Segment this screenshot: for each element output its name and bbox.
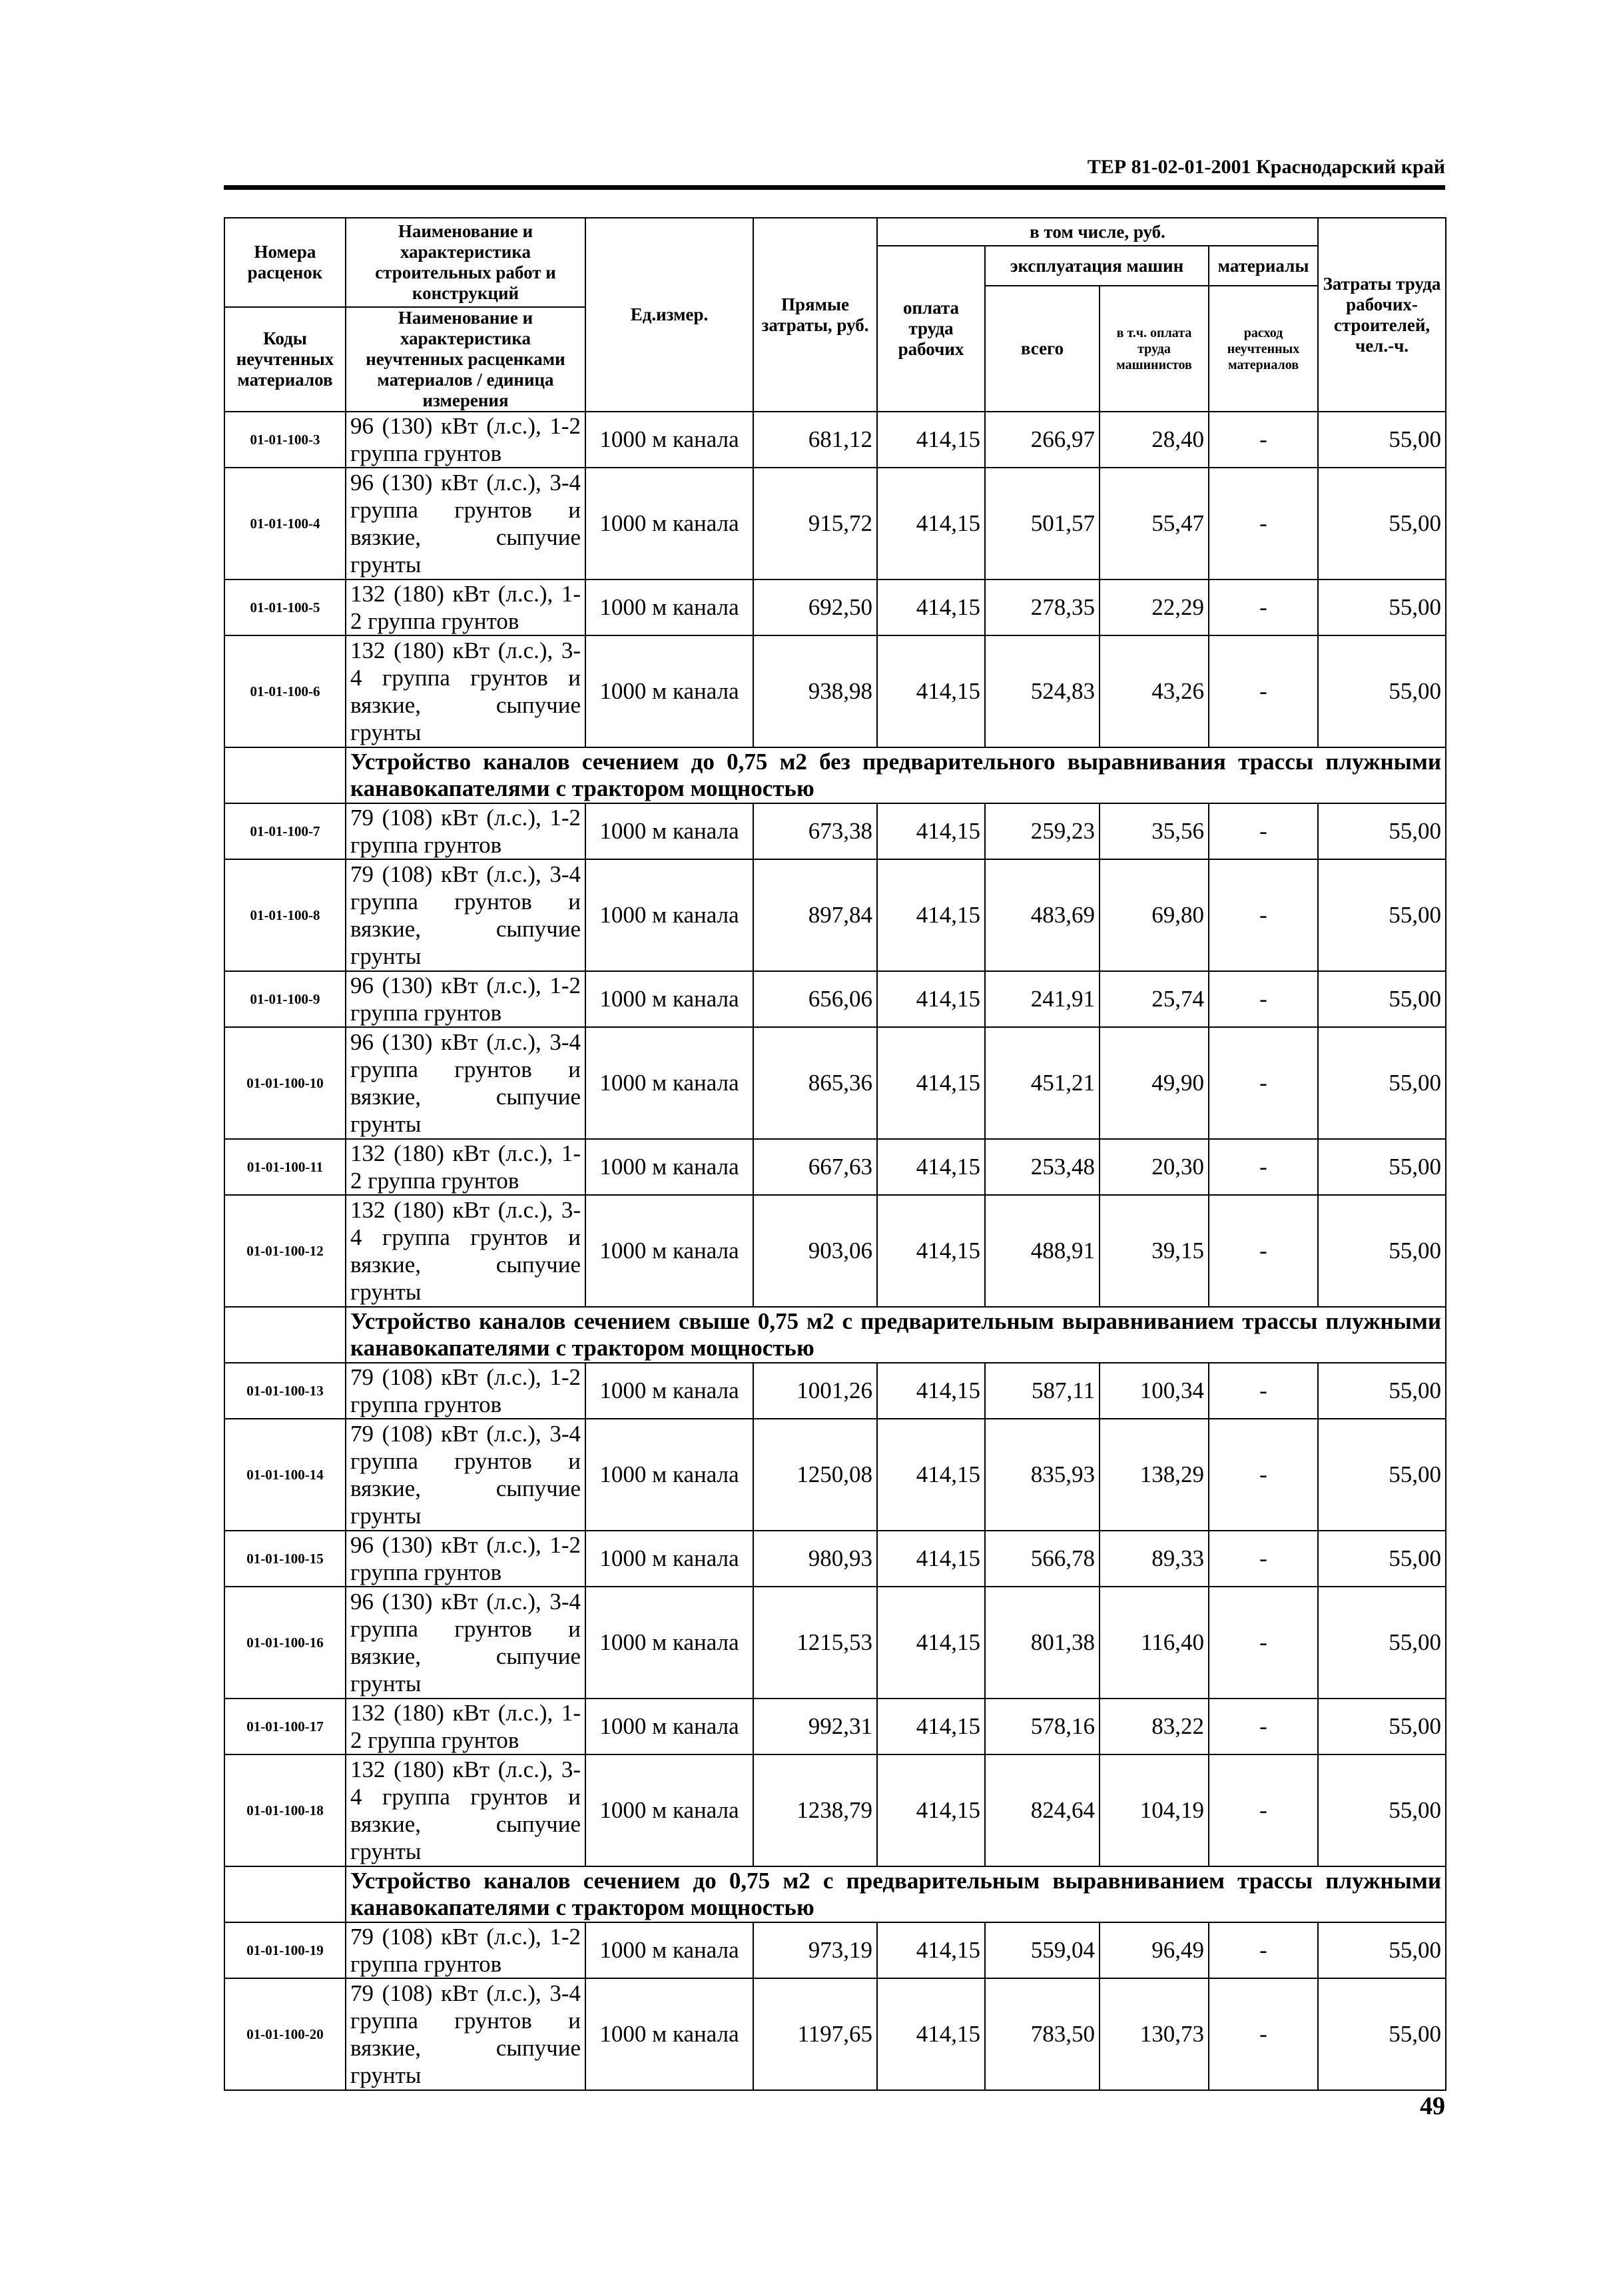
table-row [224, 1027, 1446, 1139]
rate-code: 01-01-100-16 [224, 1587, 346, 1699]
materials-cell: - [1209, 1195, 1318, 1307]
machines-total-cell: 835,93 [985, 1419, 1100, 1531]
section-title: Устройство каналов сечением свыше 0,75 м2 с предварительным выравниванием трассы плужными канавокапателями с трактором мощностью [346, 1307, 1446, 1363]
unit-cell: 1000 м канала [585, 1027, 753, 1139]
section-title: Устройство каналов сечением до 0,75 м2 без предварительного выравнивания трассы плужными канавокапателями с трактором мощностью [346, 747, 1446, 803]
machines-wage-cell: 138,29 [1100, 1419, 1209, 1531]
direct-costs-cell: 865,36 [753, 1027, 877, 1139]
machines-total-cell: 253,48 [985, 1139, 1100, 1195]
rate-code: 01-01-100-15 [224, 1531, 346, 1587]
header-materials-usage: расход неучтенных материалов [1209, 286, 1318, 412]
work-name: 96 (130) кВт (л.с.), 3-4 группа грунтов и вязкие, сыпучие грунты [346, 1027, 585, 1139]
direct-costs-cell: 1215,53 [753, 1587, 877, 1699]
machines-wage-cell: 89,33 [1100, 1531, 1209, 1587]
header-machines: эксплуатация машин [985, 246, 1209, 286]
table-row [224, 971, 1446, 1027]
machines-total-cell: 559,04 [985, 1922, 1100, 1978]
materials-cell: - [1209, 859, 1318, 971]
machines-wage-cell: 69,80 [1100, 859, 1209, 971]
machines-wage-cell: 116,40 [1100, 1587, 1209, 1699]
machines-total-cell: 824,64 [985, 1754, 1100, 1866]
unit-cell: 1000 м канала [585, 859, 753, 971]
direct-costs-cell: 903,06 [753, 1195, 877, 1307]
table-row [224, 1419, 1446, 1531]
materials-cell: - [1209, 1531, 1318, 1587]
wage-cell: 414,15 [877, 412, 985, 468]
labor-cell: 55,00 [1318, 1754, 1446, 1866]
direct-costs-cell: 1001,26 [753, 1363, 877, 1419]
work-name: 79 (108) кВт (л.с.), 1-2 группа грунтов [346, 1363, 585, 1419]
wage-cell: 414,15 [877, 1754, 985, 1866]
unit-cell: 1000 м канала [585, 635, 753, 747]
labor-cell: 55,00 [1318, 1922, 1446, 1978]
materials-cell: - [1209, 1587, 1318, 1699]
machines-wage-cell: 43,26 [1100, 635, 1209, 747]
machines-total-cell: 278,35 [985, 579, 1100, 635]
materials-cell: - [1209, 412, 1318, 468]
header-name-bottom: Наименование и характеристика неучтенных расценками материалов / единица измерения [346, 307, 585, 412]
labor-cell: 55,00 [1318, 579, 1446, 635]
wage-cell: 414,15 [877, 635, 985, 747]
table-row [224, 1195, 1446, 1307]
wage-cell: 414,15 [877, 1699, 985, 1754]
labor-cell: 55,00 [1318, 635, 1446, 747]
direct-costs-cell: 938,98 [753, 635, 877, 747]
labor-cell: 55,00 [1318, 803, 1446, 859]
page-number: 49 [1420, 2092, 1445, 2120]
table-row [224, 635, 1446, 747]
materials-cell: - [1209, 1754, 1318, 1866]
wage-cell: 414,15 [877, 859, 985, 971]
table-row [224, 579, 1446, 635]
section-row [224, 1307, 1446, 1363]
table-row [224, 803, 1446, 859]
header-machines-wage: в т.ч. оплата труда машинистов [1100, 286, 1209, 412]
rate-code: 01-01-100-17 [224, 1699, 346, 1754]
direct-costs-cell: 656,06 [753, 971, 877, 1027]
rate-code: 01-01-100-14 [224, 1419, 346, 1531]
machines-wage-cell: 104,19 [1100, 1754, 1209, 1866]
direct-costs-cell: 1238,79 [753, 1754, 877, 1866]
machines-wage-cell: 22,29 [1100, 579, 1209, 635]
header-wage: оплата труда рабочих [877, 246, 985, 412]
unit-cell: 1000 м канала [585, 1531, 753, 1587]
rate-code: 01-01-100-4 [224, 468, 346, 579]
section-title: Устройство каналов сечением до 0,75 м2 с предварительным выравниванием трассы плужными канавокапателями с трактором мощностью [346, 1866, 1446, 1922]
direct-costs-cell: 915,72 [753, 468, 877, 579]
work-name: 96 (130) кВт (л.с.), 3-4 группа грунтов и вязкие, сыпучие грунты [346, 468, 585, 579]
labor-cell: 55,00 [1318, 1699, 1446, 1754]
machines-wage-cell: 83,22 [1100, 1699, 1209, 1754]
unit-cell: 1000 м канала [585, 971, 753, 1027]
unit-cell: 1000 м канала [585, 1139, 753, 1195]
header-unit: Ед.измер. [585, 218, 753, 412]
machines-total-cell: 241,91 [985, 971, 1100, 1027]
table-row [224, 468, 1446, 579]
header-machines-total: всего [985, 286, 1100, 412]
direct-costs-cell: 980,93 [753, 1531, 877, 1587]
unit-cell: 1000 м канала [585, 1363, 753, 1419]
wage-cell: 414,15 [877, 1139, 985, 1195]
section-row [224, 1866, 1446, 1922]
header-including: в том числе, руб. [877, 218, 1318, 246]
table-row [224, 1922, 1446, 1978]
table-row [224, 1139, 1446, 1195]
labor-cell: 55,00 [1318, 859, 1446, 971]
rate-code: 01-01-100-6 [224, 635, 346, 747]
unit-cell: 1000 м канала [585, 1587, 753, 1699]
wage-cell: 414,15 [877, 1922, 985, 1978]
materials-cell: - [1209, 1922, 1318, 1978]
materials-cell: - [1209, 1027, 1318, 1139]
wage-cell: 414,15 [877, 1587, 985, 1699]
wage-cell: 414,15 [877, 1978, 985, 2090]
materials-cell: - [1209, 579, 1318, 635]
wage-cell: 414,15 [877, 1363, 985, 1419]
work-name: 79 (108) кВт (л.с.), 3-4 группа грунтов и вязкие, сыпучие грунты [346, 1978, 585, 2090]
direct-costs-cell: 1197,65 [753, 1978, 877, 2090]
table-row [224, 1531, 1446, 1587]
direct-costs-cell: 897,84 [753, 859, 877, 971]
running-header: ТЕР 81-02-01-2001 Краснодарский край [1087, 156, 1445, 178]
machines-total-cell: 801,38 [985, 1587, 1100, 1699]
section-empty-cell [224, 747, 346, 803]
direct-costs-cell: 692,50 [753, 579, 877, 635]
direct-costs-cell: 667,63 [753, 1139, 877, 1195]
table-row [224, 1587, 1446, 1699]
table-row [224, 1699, 1446, 1754]
rate-code: 01-01-100-10 [224, 1027, 346, 1139]
rate-code: 01-01-100-5 [224, 579, 346, 635]
header-name-top: Наименование и характеристика строительных работ и конструкций [346, 218, 585, 307]
machines-wage-cell: 55,47 [1100, 468, 1209, 579]
work-name: 96 (130) кВт (л.с.), 1-2 группа грунтов [346, 971, 585, 1027]
unit-cell: 1000 м канала [585, 1978, 753, 2090]
rate-code: 01-01-100-19 [224, 1922, 346, 1978]
materials-cell: - [1209, 1978, 1318, 2090]
machines-total-cell: 488,91 [985, 1195, 1100, 1307]
materials-cell: - [1209, 803, 1318, 859]
rates-table [224, 217, 1446, 2091]
table-body [224, 412, 1446, 2090]
work-name: 132 (180) кВт (л.с.), 1-2 группа грунтов [346, 1699, 585, 1754]
materials-cell: - [1209, 468, 1318, 579]
table-row [224, 859, 1446, 971]
direct-costs-cell: 673,38 [753, 803, 877, 859]
machines-total-cell: 483,69 [985, 859, 1100, 971]
machines-wage-cell: 25,74 [1100, 971, 1209, 1027]
unit-cell: 1000 м канала [585, 1195, 753, 1307]
wage-cell: 414,15 [877, 1419, 985, 1531]
wage-cell: 414,15 [877, 579, 985, 635]
table-row [224, 1363, 1446, 1419]
section-row [224, 747, 1446, 803]
rate-code: 01-01-100-3 [224, 412, 346, 468]
work-name: 79 (108) кВт (л.с.), 3-4 группа грунтов и вязкие, сыпучие грунты [346, 1419, 585, 1531]
wage-cell: 414,15 [877, 1027, 985, 1139]
machines-total-cell: 259,23 [985, 803, 1100, 859]
rate-code: 01-01-100-12 [224, 1195, 346, 1307]
machines-total-cell: 566,78 [985, 1531, 1100, 1587]
unit-cell: 1000 м канала [585, 412, 753, 468]
labor-cell: 55,00 [1318, 1195, 1446, 1307]
materials-cell: - [1209, 1363, 1318, 1419]
machines-total-cell: 451,21 [985, 1027, 1100, 1139]
machines-wage-cell: 39,15 [1100, 1195, 1209, 1307]
rate-code: 01-01-100-11 [224, 1139, 346, 1195]
rate-code: 01-01-100-9 [224, 971, 346, 1027]
direct-costs-cell: 681,12 [753, 412, 877, 468]
machines-wage-cell: 130,73 [1100, 1978, 1209, 2090]
unit-cell: 1000 м канала [585, 1754, 753, 1866]
machines-total-cell: 524,83 [985, 635, 1100, 747]
labor-cell: 55,00 [1318, 468, 1446, 579]
unit-cell: 1000 м канала [585, 1699, 753, 1754]
unit-cell: 1000 м канала [585, 803, 753, 859]
machines-total-cell: 783,50 [985, 1978, 1100, 2090]
work-name: 79 (108) кВт (л.с.), 1-2 группа грунтов [346, 803, 585, 859]
rate-code: 01-01-100-18 [224, 1754, 346, 1866]
labor-cell: 55,00 [1318, 1027, 1446, 1139]
machines-wage-cell: 49,90 [1100, 1027, 1209, 1139]
machines-total-cell: 587,11 [985, 1363, 1100, 1419]
materials-cell: - [1209, 971, 1318, 1027]
machines-total-cell: 578,16 [985, 1699, 1100, 1754]
work-name: 132 (180) кВт (л.с.), 1-2 группа грунтов [346, 579, 585, 635]
machines-total-cell: 501,57 [985, 468, 1100, 579]
machines-wage-cell: 100,34 [1100, 1363, 1209, 1419]
work-name: 79 (108) кВт (л.с.), 3-4 группа грунтов и вязкие, сыпучие грунты [346, 859, 585, 971]
labor-cell: 55,00 [1318, 1531, 1446, 1587]
machines-wage-cell: 35,56 [1100, 803, 1209, 859]
materials-cell: - [1209, 1419, 1318, 1531]
section-empty-cell [224, 1866, 346, 1922]
work-name: 132 (180) кВт (л.с.), 1-2 группа грунтов [346, 1139, 585, 1195]
rate-code: 01-01-100-8 [224, 859, 346, 971]
rate-code: 01-01-100-20 [224, 1978, 346, 2090]
materials-cell: - [1209, 1139, 1318, 1195]
table-row [224, 1754, 1446, 1866]
unit-cell: 1000 м канала [585, 1419, 753, 1531]
materials-cell: - [1209, 1699, 1318, 1754]
work-name: 132 (180) кВт (л.с.), 3-4 группа грунтов и вязкие, сыпучие грунты [346, 1754, 585, 1866]
labor-cell: 55,00 [1318, 1363, 1446, 1419]
rate-code: 01-01-100-13 [224, 1363, 346, 1419]
header-codes-top: Номера расценок [224, 218, 346, 307]
labor-cell: 55,00 [1318, 1419, 1446, 1531]
unit-cell: 1000 м канала [585, 1922, 753, 1978]
machines-wage-cell: 20,30 [1100, 1139, 1209, 1195]
direct-costs-cell: 992,31 [753, 1699, 877, 1754]
table-row [224, 1978, 1446, 2090]
wage-cell: 414,15 [877, 1531, 985, 1587]
labor-cell: 55,00 [1318, 412, 1446, 468]
labor-cell: 55,00 [1318, 971, 1446, 1027]
materials-cell: - [1209, 635, 1318, 747]
wage-cell: 414,15 [877, 1195, 985, 1307]
header-materials: материалы [1209, 246, 1318, 286]
direct-costs-cell: 973,19 [753, 1922, 877, 1978]
rate-code: 01-01-100-7 [224, 803, 346, 859]
work-name: 96 (130) кВт (л.с.), 1-2 группа грунтов [346, 412, 585, 468]
direct-costs-cell: 1250,08 [753, 1419, 877, 1531]
machines-wage-cell: 96,49 [1100, 1922, 1209, 1978]
work-name: 132 (180) кВт (л.с.), 3-4 группа грунтов и вязкие, сыпучие грунты [346, 1195, 585, 1307]
wage-cell: 414,15 [877, 971, 985, 1027]
unit-cell: 1000 м канала [585, 579, 753, 635]
header-codes-bottom: Коды неучтенных материалов [224, 307, 346, 412]
unit-cell: 1000 м канала [585, 468, 753, 579]
labor-cell: 55,00 [1318, 1139, 1446, 1195]
header-direct-costs: Прямые затраты, руб. [753, 218, 877, 412]
table-header [224, 218, 1446, 412]
labor-cell: 55,00 [1318, 1978, 1446, 2090]
labor-cell: 55,00 [1318, 1587, 1446, 1699]
work-name: 79 (108) кВт (л.с.), 1-2 группа грунтов [346, 1922, 585, 1978]
section-empty-cell [224, 1307, 346, 1363]
work-name: 96 (130) кВт (л.с.), 1-2 группа грунтов [346, 1531, 585, 1587]
table-row [224, 412, 1446, 468]
machines-total-cell: 266,97 [985, 412, 1100, 468]
header-labor: Затраты труда рабочих-строителей, чел.-ч. [1318, 218, 1446, 412]
work-name: 96 (130) кВт (л.с.), 3-4 группа грунтов и вязкие, сыпучие грунты [346, 1587, 585, 1699]
machines-wage-cell: 28,40 [1100, 412, 1209, 468]
work-name: 132 (180) кВт (л.с.), 3-4 группа грунтов и вязкие, сыпучие грунты [346, 635, 585, 747]
wage-cell: 414,15 [877, 468, 985, 579]
header-rule [224, 185, 1445, 190]
wage-cell: 414,15 [877, 803, 985, 859]
